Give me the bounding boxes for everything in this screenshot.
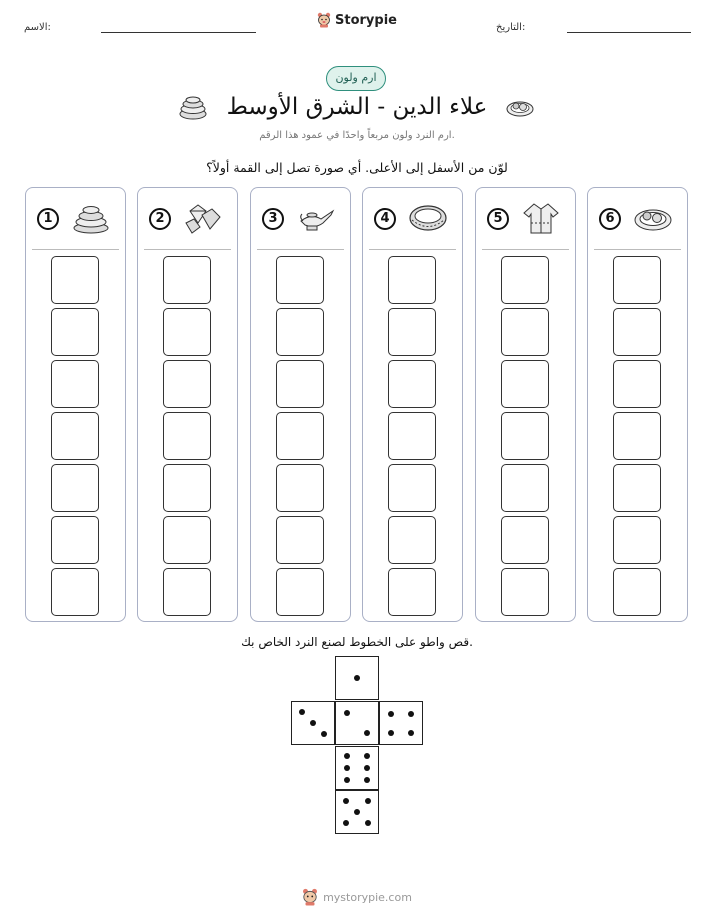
- color-cell[interactable]: [501, 256, 549, 304]
- column-header: [26, 188, 125, 250]
- color-cell[interactable]: [501, 464, 549, 512]
- date-line: [567, 32, 691, 33]
- pip: [310, 720, 316, 726]
- footer-url[interactable]: mystorypie.com: [323, 890, 412, 904]
- column-header: [363, 188, 462, 250]
- color-cell[interactable]: [51, 256, 99, 304]
- color-cell[interactable]: [613, 568, 661, 616]
- color-cell[interactable]: [613, 308, 661, 356]
- column-divider: [144, 249, 231, 250]
- color-cell[interactable]: [51, 412, 99, 460]
- color-cell[interactable]: [163, 516, 211, 564]
- dice-face-2: [335, 701, 379, 745]
- column-header: [476, 188, 575, 250]
- color-cell[interactable]: [276, 464, 324, 512]
- pip: [408, 711, 414, 717]
- pip: [344, 765, 350, 771]
- name-label: الاسم:: [24, 22, 51, 33]
- column-1: [25, 187, 126, 622]
- column-divider: [257, 249, 344, 250]
- page-title: علاء الدين - الشرق الأوسط: [226, 94, 488, 120]
- color-cell[interactable]: [276, 308, 324, 356]
- dice-face-4: [379, 701, 423, 745]
- column-number: 6: [599, 208, 621, 230]
- pip: [364, 777, 370, 783]
- column-4: [362, 187, 463, 622]
- color-cell[interactable]: [276, 412, 324, 460]
- column-header: [251, 188, 350, 250]
- color-cell[interactable]: [51, 568, 99, 616]
- food-plate-icon: [505, 95, 535, 119]
- pip: [343, 820, 349, 826]
- storypie-mascot-icon: [302, 888, 318, 906]
- magic-lamp-icon: [295, 201, 337, 235]
- dice-face-6: [335, 746, 379, 790]
- color-cell[interactable]: [613, 360, 661, 408]
- column-divider: [32, 249, 119, 250]
- color-cell[interactable]: [388, 412, 436, 460]
- dice-face-5: [335, 790, 379, 834]
- dice-face-1: [335, 656, 379, 700]
- page-subtitle: ارم النرد ولون مربعاً واحدًا في عمود هذا الرقم.: [259, 130, 455, 141]
- pip: [299, 709, 305, 715]
- footer: [0, 888, 714, 906]
- activity-badge: ارم ولون: [326, 66, 386, 91]
- color-cell[interactable]: [501, 308, 549, 356]
- color-cell[interactable]: [388, 360, 436, 408]
- color-cell[interactable]: [163, 568, 211, 616]
- name-line: [101, 32, 256, 33]
- color-cell[interactable]: [163, 308, 211, 356]
- pip: [321, 731, 327, 737]
- column-divider: [369, 249, 456, 250]
- color-cell[interactable]: [276, 516, 324, 564]
- color-cell[interactable]: [388, 568, 436, 616]
- column-number: 3: [262, 208, 284, 230]
- color-cell[interactable]: [51, 308, 99, 356]
- column-header: [138, 188, 237, 250]
- pip: [344, 753, 350, 759]
- pip: [344, 777, 350, 783]
- color-cell[interactable]: [388, 308, 436, 356]
- dice-instruction: قص واطو على الخطوط لصنع النرد الخاص بك.: [241, 635, 473, 649]
- dice-face-3: [291, 701, 335, 745]
- column-6: [587, 187, 688, 622]
- color-cell[interactable]: [276, 360, 324, 408]
- column-5: [475, 187, 576, 622]
- pip: [354, 675, 360, 681]
- color-cell[interactable]: [51, 464, 99, 512]
- color-cell[interactable]: [501, 412, 549, 460]
- food-plate-icon: [632, 201, 674, 235]
- coin-stack-icon: [70, 201, 112, 235]
- brand-logo: [0, 12, 714, 28]
- color-cell[interactable]: [276, 256, 324, 304]
- brand-name: Storypie: [335, 12, 397, 28]
- date-label: التاريخ:: [496, 22, 526, 33]
- pip: [364, 730, 370, 736]
- color-cell[interactable]: [51, 516, 99, 564]
- color-cell[interactable]: [388, 464, 436, 512]
- instruction-question: لوّن من الأسفل إلى الأعلى. أي صورة تصل إلى القمة أولاً؟: [206, 160, 508, 175]
- column-header: [588, 188, 687, 250]
- color-cell[interactable]: [388, 516, 436, 564]
- color-cell[interactable]: [163, 360, 211, 408]
- pip: [365, 820, 371, 826]
- pip: [343, 798, 349, 804]
- color-cell[interactable]: [276, 568, 324, 616]
- color-cell[interactable]: [501, 516, 549, 564]
- column-divider: [594, 249, 681, 250]
- column-number: 4: [374, 208, 396, 230]
- column-divider: [482, 249, 569, 250]
- bracelet-icon: [407, 201, 449, 235]
- color-cell[interactable]: [163, 464, 211, 512]
- column-number: 2: [149, 208, 171, 230]
- pip: [388, 711, 394, 717]
- pip: [364, 765, 370, 771]
- robe-icon: [520, 201, 562, 235]
- pip: [388, 730, 394, 736]
- color-cell[interactable]: [163, 256, 211, 304]
- column-2: [137, 187, 238, 622]
- color-cell[interactable]: [501, 360, 549, 408]
- pip: [354, 809, 360, 815]
- pip: [408, 730, 414, 736]
- column-3: [250, 187, 351, 622]
- color-cell[interactable]: [613, 516, 661, 564]
- color-cell[interactable]: [51, 360, 99, 408]
- color-cell[interactable]: [613, 256, 661, 304]
- gems-icon: [182, 201, 224, 235]
- color-cell[interactable]: [501, 568, 549, 616]
- color-cell[interactable]: [613, 412, 661, 460]
- color-cell[interactable]: [613, 464, 661, 512]
- color-cell[interactable]: [388, 256, 436, 304]
- color-cell[interactable]: [163, 412, 211, 460]
- pip: [344, 710, 350, 716]
- pip: [365, 798, 371, 804]
- storypie-mascot-icon: [317, 12, 331, 28]
- column-number: 1: [37, 208, 59, 230]
- column-number: 5: [487, 208, 509, 230]
- pip: [364, 753, 370, 759]
